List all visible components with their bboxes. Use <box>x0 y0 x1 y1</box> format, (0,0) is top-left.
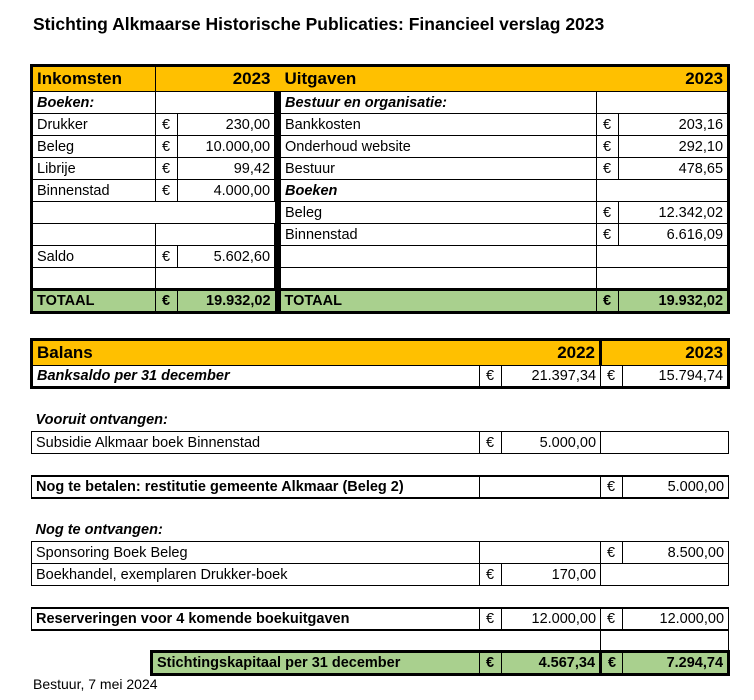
expense-label: Binnenstad <box>281 224 597 246</box>
currency-symbol: € <box>156 290 178 313</box>
nog-betalen-label: Nog te betalen: restitutie gemeente Alkmaar (Beleg 2) <box>32 476 480 498</box>
saldo-value: 5.602,60 <box>178 246 275 268</box>
inkomsten-total-label: TOTAAL <box>32 290 156 313</box>
boekhandel-2022: 170,00 <box>502 564 601 586</box>
table-row <box>32 158 729 180</box>
inkomsten-year: 2023 <box>156 66 275 92</box>
balance-table <box>30 338 730 676</box>
saldo-label: Saldo <box>32 246 156 268</box>
table-row <box>32 630 729 652</box>
income-expense-table <box>30 64 730 314</box>
currency-symbol: € <box>480 564 502 586</box>
sponsoring-2023: 8.500,00 <box>623 542 729 564</box>
kapitaal-2022: 4.567,34 <box>502 652 601 675</box>
sponsoring-label: Sponsoring Boek Beleg <box>32 542 480 564</box>
currency-symbol: € <box>480 608 502 630</box>
income-label: Drukker <box>32 114 156 136</box>
expense-value: 292,10 <box>619 136 729 158</box>
kapitaal-label: Stichtingskapitaal per 31 december <box>152 652 480 675</box>
nog-ontvangen-title: Nog te ontvangen: <box>35 522 163 539</box>
currency-symbol: € <box>597 136 619 158</box>
expense-label: Beleg <box>281 202 597 224</box>
table-row <box>32 114 729 136</box>
reserveringen-label: Reserveringen voor 4 komende boekuitgaven <box>32 608 480 630</box>
expense-value: 12.342,02 <box>619 202 729 224</box>
table-row <box>32 268 729 290</box>
table-row <box>32 202 729 224</box>
expense-value: 203,16 <box>619 114 729 136</box>
currency-symbol: € <box>597 224 619 246</box>
balans-label: Balans <box>37 343 93 362</box>
balance-header <box>32 340 729 366</box>
uitgaven-year: 2023 <box>597 66 729 92</box>
currency-symbol: € <box>597 290 619 313</box>
currency-symbol: € <box>156 114 178 136</box>
inkomsten-total-value: 19.932,02 <box>178 290 275 313</box>
table-row <box>32 476 729 498</box>
table-row <box>32 246 729 268</box>
income-label: Binnenstad <box>32 180 156 202</box>
income-label: Librije <box>32 158 156 180</box>
uitgaven-section2: Boeken <box>281 180 597 202</box>
currency-symbol: € <box>480 432 502 454</box>
expense-label: Bestuur <box>281 158 597 180</box>
footer-signature: Bestuur, 7 mei 2024 <box>33 676 158 692</box>
boekhandel-label: Boekhandel, exemplaren Drukker-boek <box>32 564 480 586</box>
kapitaal-2023: 7.294,74 <box>623 652 729 675</box>
currency-symbol: € <box>601 608 623 630</box>
table-row <box>32 366 729 388</box>
report-title: Stichting Alkmaarse Historische Publicaties: Financieel verslag 2023 <box>33 14 605 34</box>
currency-symbol: € <box>156 158 178 180</box>
balans-year-2022: 2022 <box>557 343 596 362</box>
uitgaven-total-value: 19.932,02 <box>619 290 729 313</box>
expense-label: Bankkosten <box>281 114 597 136</box>
currency-symbol: € <box>601 366 623 388</box>
reserveringen-2023: 12.000,00 <box>623 608 729 630</box>
currency-symbol: € <box>480 366 502 388</box>
vooruit-title: Vooruit ontvangen: <box>35 412 168 429</box>
totals-row <box>32 290 729 313</box>
table-row <box>32 608 729 630</box>
banksaldo-label: Banksaldo per 31 december <box>32 366 480 388</box>
currency-symbol: € <box>601 542 623 564</box>
uitgaven-total-label: TOTAAL <box>281 290 597 313</box>
currency-symbol: € <box>156 136 178 158</box>
income-value: 99,42 <box>178 158 275 180</box>
table-row <box>32 180 729 202</box>
banksaldo-2022: 21.397,34 <box>502 366 601 388</box>
uitgaven-section1: Bestuur en organisatie: <box>281 92 597 114</box>
income-value: 230,00 <box>178 114 275 136</box>
table-row <box>32 564 729 586</box>
expense-label: Onderhoud website <box>281 136 597 158</box>
table-row <box>32 542 729 564</box>
currency-symbol: € <box>156 246 178 268</box>
currency-symbol: € <box>597 158 619 180</box>
table-row <box>32 224 729 246</box>
expense-value: 478,65 <box>619 158 729 180</box>
balans-year-2023: 2023 <box>601 340 729 366</box>
table-row <box>32 432 729 454</box>
uitgaven-label: Uitgaven <box>281 66 597 92</box>
currency-symbol: € <box>597 114 619 136</box>
income-label: Beleg <box>32 136 156 158</box>
subsidie-2022: 5.000,00 <box>502 432 601 454</box>
currency-symbol: € <box>601 476 623 498</box>
kapitaal-row <box>32 652 729 675</box>
reserveringen-2022: 12.000,00 <box>502 608 601 630</box>
nog-betalen-2023: 5.000,00 <box>623 476 729 498</box>
table-row <box>32 136 729 158</box>
income-value: 10.000,00 <box>178 136 275 158</box>
currency-symbol: € <box>156 180 178 202</box>
currency-symbol: € <box>601 652 623 675</box>
subsidie-label: Subsidie Alkmaar boek Binnenstad <box>32 432 480 454</box>
expense-value: 6.616,09 <box>619 224 729 246</box>
inkomsten-section: Boeken: <box>32 92 156 114</box>
inkomsten-label: Inkomsten <box>32 66 156 92</box>
banksaldo-2023: 15.794,74 <box>623 366 729 388</box>
currency-symbol: € <box>480 652 502 675</box>
income-value: 4.000,00 <box>178 180 275 202</box>
currency-symbol: € <box>597 202 619 224</box>
income-expense-header <box>32 66 729 92</box>
